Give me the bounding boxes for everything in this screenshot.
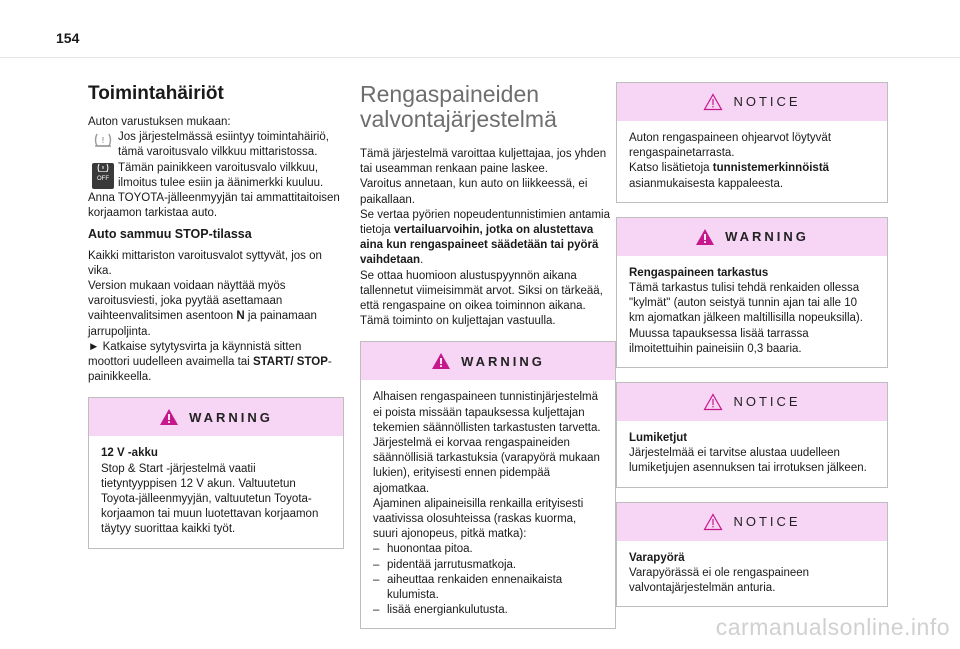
notice-header xyxy=(617,383,887,421)
notice-text: Varapyörässä ei ole rengaspaineen valvontajärjestelmän anturia. xyxy=(629,566,810,595)
arrow-bullet-icon: ► xyxy=(88,340,100,353)
list-item: – huonontaa pitoa. xyxy=(373,542,603,557)
warning-header xyxy=(617,218,887,256)
warning-text: Tämä tarkastus tulisi tehdä renkaiden ollessa "kylmät" (auton seistyä tunnin ajan tai alle 10 km ajomatkan jälkeen maltillisilla nopeuksilla). xyxy=(629,282,863,325)
warning-label: WARNING xyxy=(189,409,273,425)
warning-box-pressure-check xyxy=(616,217,888,368)
tpms-warning-icon xyxy=(93,132,113,148)
warning-text: Järjestelmä ei korvaa rengaspaineiden säännöllisiä tarkastuksia (varapyörä mukaan lukien), erityisesti ennen pidempää ajomatkaa. xyxy=(373,437,600,495)
paragraph: Se ottaa huomioon alustuspyynnön aikana tallennetut viimeisimmät arvot. Siksi on tärkeää, että rengaspaine on oikea toiminnon aikana. xyxy=(360,269,603,313)
notice-title: Lumiketjut xyxy=(629,432,688,445)
notice-text: Järjestelmää ei tarvitse alustaa uudelleen lumiketjujen asennuksen tai irrotuksen jälkeen. xyxy=(629,447,867,475)
page-number: 154 xyxy=(56,30,80,46)
notice-text: Auton rengaspaineen ohjearvot löytyvät rengaspainetarrasta. xyxy=(629,132,832,160)
notice-triangle-icon xyxy=(703,393,723,411)
notice-body xyxy=(617,541,887,607)
warning-body xyxy=(617,256,887,367)
paragraph: Kaikki mittariston varoitusvalot syttyvät, jos on vika. xyxy=(88,249,322,277)
notice-label: NOTICE xyxy=(733,94,801,110)
warning-box-battery xyxy=(88,397,344,548)
paragraph: Version mukaan voidaan näyttää myös varoitusviesti, joka pyytää asettamaan vaihteenvalitsimen asentoon N ja painamaan jarrupoljinta. xyxy=(88,280,317,338)
notice-label: NOTICE xyxy=(733,514,801,530)
header-divider xyxy=(0,57,960,58)
list-item: – pidentää jarrutusmatkoja. xyxy=(373,558,603,573)
instruction-step: ► Katkaise sytytysvirta ja käynnistä sitten moottori uudelleen avaimella tai START/ STOP-painikkeella. xyxy=(88,340,332,384)
paragraph: Tämä järjestelmä varoittaa kuljettajaa, jos yhden tai useamman renkaan paine laskee. xyxy=(360,148,607,176)
section-title-malfunctions: Toimintahäiriöt xyxy=(88,83,224,104)
notice-triangle-icon xyxy=(703,513,723,531)
column-malfunctions xyxy=(88,82,344,563)
warning-label: WARNING xyxy=(725,229,809,245)
icon-item-text: Jos järjestelmässä esiintyy toimintahäiriö, tämä varoitusvalo vilkkuu mittaristossa. xyxy=(118,131,329,159)
warning-triangle-icon xyxy=(431,352,451,370)
warning-triangle-icon xyxy=(159,408,179,426)
notice-text: Katso lisätietoja tunnistemerkinnöistä asianmukaisesta kappaleesta. xyxy=(629,162,830,190)
notice-header xyxy=(617,83,887,121)
warning-label: WARNING xyxy=(461,353,545,369)
consequence-list xyxy=(373,542,603,618)
paragraph: Tämä toiminto on kuljettajan vastuulla. xyxy=(360,315,556,328)
icon-item-tpms-warning xyxy=(88,130,344,160)
list-item: – lisää energiankulutusta. xyxy=(373,603,603,618)
icon-item-text: Tämän painikkeen varoitusvalo vilkkuu, ilmoitus tulee esiin ja äänimerkki kuuluu. xyxy=(118,161,324,189)
notice-triangle-icon xyxy=(703,93,723,111)
intro-text: Auton varustuksen mukaan: xyxy=(88,116,231,128)
warning-text: Ajaminen alipaineisilla renkailla erityisesti vaativissa olosuhteissa (raskas kuorma, suuri ajonopeus, pitkä matka): xyxy=(373,497,584,541)
icon-item-tpms-off xyxy=(88,161,344,191)
watermark: carmanualsonline.info xyxy=(715,614,950,640)
notice-box-snow-chains xyxy=(616,382,888,488)
warning-text: Stop & Start -järjestelmä vaatii tietyntyyppisen 12 V akun. Valtuutetun Toyota-jälleenmyyjän, valtuutetun Toyota-korjaamon tai muun luotettavan korjaamon täytyy suorittaa kaikki työt. xyxy=(101,462,319,536)
notice-title: Varapyörä xyxy=(629,551,685,564)
warning-triangle-icon xyxy=(695,228,715,246)
warning-text: Muussa tapauksessa lisää tarrassa ilmoitettuihin paineisiin 0,3 baaria. xyxy=(629,327,809,355)
section-title-tpms: Rengaspaineiden valvontajärjestelmä xyxy=(360,81,557,132)
warning-title: 12 V -akku xyxy=(101,447,158,460)
off-label: OFF xyxy=(97,176,109,183)
tire-pressure-icon xyxy=(97,163,109,173)
warning-title: Rengaspaineen tarkastus xyxy=(629,266,769,279)
warning-body xyxy=(361,380,615,628)
warning-text: Alhaisen rengaspaineen tunnistinjärjestelmä ei poista missään tapauksessa kuljettajan tekemien säännöllisten tarkastusten tarvetta. xyxy=(373,391,601,434)
svg-text:!: ! xyxy=(101,136,105,146)
list-item: – aiheuttaa renkaiden ennenaikaista kulumista. xyxy=(373,573,603,603)
notice-box-pressure-label xyxy=(616,82,888,203)
dealer-text: Anna TOYOTA-jälleenmyyjän tai ammattitaitoisen korjaamon tarkistaa auto. xyxy=(88,192,340,220)
tpms-off-button-icon xyxy=(92,163,114,189)
subtitle-stop-mode: Auto sammuu STOP-tilassa xyxy=(88,227,252,242)
notice-body xyxy=(617,121,887,202)
column-tpms xyxy=(360,82,616,643)
column-notices xyxy=(616,82,888,621)
notice-body xyxy=(617,421,887,487)
paragraph: Varoitus annetaan, kun auto on liikkeessä, ei paikallaan. xyxy=(360,178,588,206)
warning-header xyxy=(89,398,343,436)
warning-body xyxy=(89,436,343,547)
warning-header xyxy=(361,342,615,380)
notice-box-spare-wheel xyxy=(616,502,888,608)
warning-box-tpms xyxy=(360,341,616,629)
paragraph: Se vertaa pyörien nopeudentunnistimien antamia tietoja vertailuarvoihin, jotka on alustettava aina kun rengaspaineet säädetään tai pyörä vaihdetaan. xyxy=(360,208,610,267)
notice-header xyxy=(617,503,887,541)
notice-label: NOTICE xyxy=(733,394,801,410)
